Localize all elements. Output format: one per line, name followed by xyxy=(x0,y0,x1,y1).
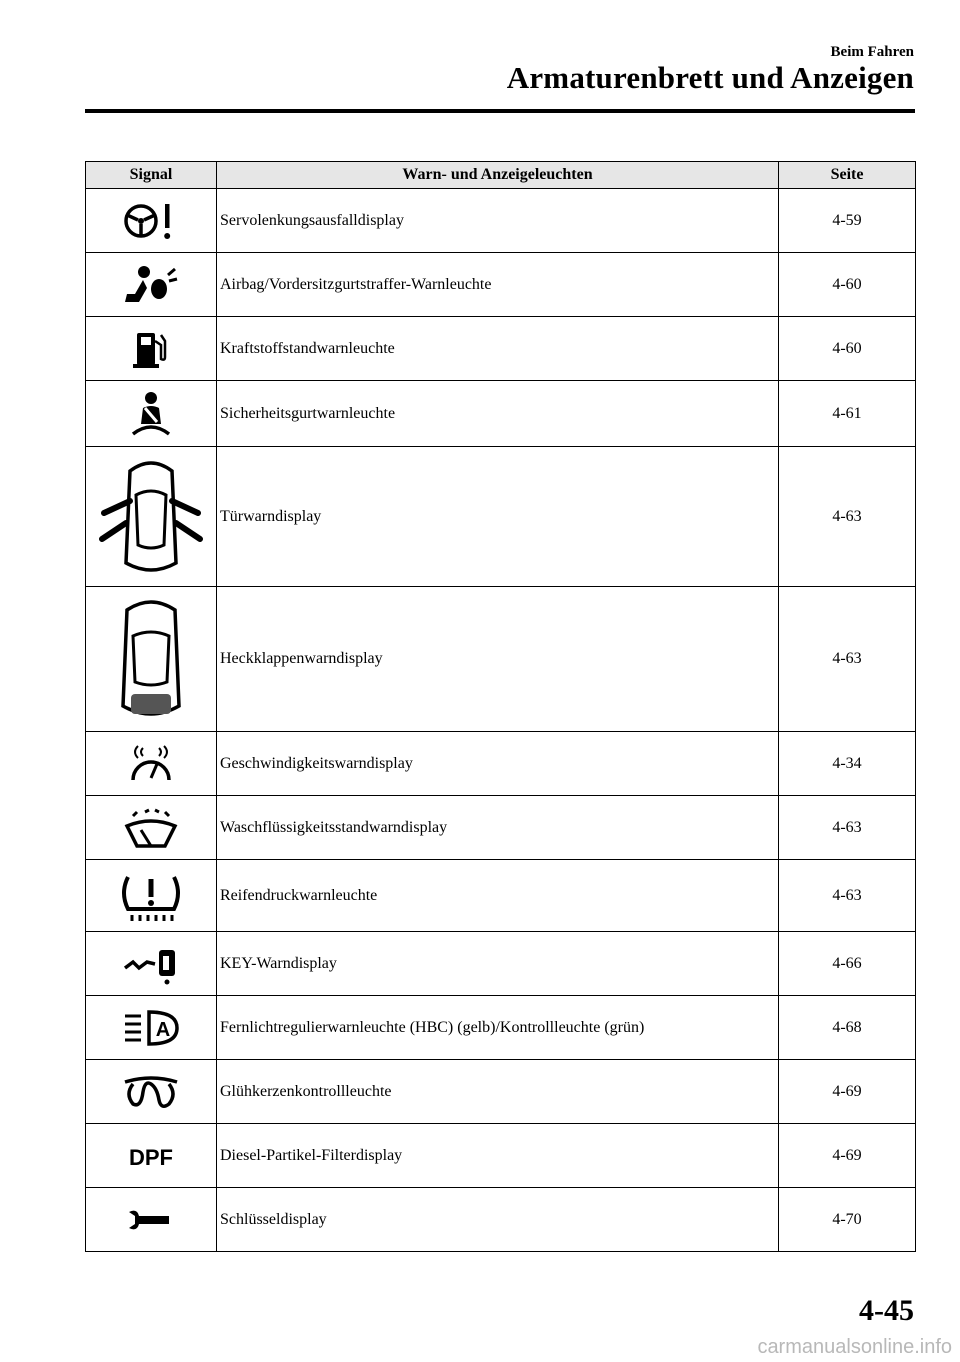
row-page: 4-60 xyxy=(779,253,916,317)
airbag-warning-icon xyxy=(119,263,183,307)
dpf-icon xyxy=(119,1134,183,1178)
page-number: 4-45 xyxy=(859,1294,914,1327)
glow-plug-icon xyxy=(119,1070,183,1114)
signal-cell xyxy=(86,253,217,317)
row-page: 4-68 xyxy=(779,996,916,1060)
high-beam-control-icon xyxy=(119,1006,183,1050)
signal-cell xyxy=(86,1188,217,1252)
key-warning-icon xyxy=(119,942,183,986)
seat-belt-icon xyxy=(119,390,183,438)
row-label: Fernlichtregulierwarnleuchte (HBC) (gelb)/Kontrollleuchte (grün) xyxy=(217,996,779,1060)
signal-cell xyxy=(86,1060,217,1124)
wrench-icon xyxy=(119,1198,183,1242)
row-page: 4-69 xyxy=(779,1124,916,1188)
row-page: 4-63 xyxy=(779,447,916,587)
footer-watermark: carmanualsonline.info xyxy=(757,1336,952,1358)
row-label: Airbag/Vordersitzgurtstraffer-Warnleuchte xyxy=(217,253,779,317)
table-row xyxy=(86,1060,916,1124)
column-header-signal: Signal xyxy=(86,162,217,189)
row-page: 4-59 xyxy=(779,189,916,253)
table-row xyxy=(86,996,916,1060)
row-page: 4-63 xyxy=(779,860,916,932)
row-page: 4-63 xyxy=(779,796,916,860)
table-row xyxy=(86,381,916,447)
signal-cell xyxy=(86,860,217,932)
row-label: Sicherheitsgurtwarnleuchte xyxy=(217,381,779,447)
table-row xyxy=(86,860,916,932)
row-label: Schlüsseldisplay xyxy=(217,1188,779,1252)
table-header-row xyxy=(86,162,916,189)
table-row xyxy=(86,732,916,796)
row-label: Geschwindigkeitswarndisplay xyxy=(217,732,779,796)
row-page: 4-61 xyxy=(779,381,916,447)
row-label: Reifendruckwarnleuchte xyxy=(217,860,779,932)
warning-lights-table xyxy=(85,161,916,1252)
table-row xyxy=(86,1124,916,1188)
page-title: Armaturenbrett und Anzeigen xyxy=(506,60,914,95)
speed-warning-icon xyxy=(119,742,183,786)
row-page: 4-69 xyxy=(779,1060,916,1124)
fuel-pump-icon xyxy=(119,327,183,371)
table-row xyxy=(86,253,916,317)
row-page: 4-70 xyxy=(779,1188,916,1252)
row-label: Türwarndisplay xyxy=(217,447,779,587)
row-label: Waschflüssigkeitsstandwarndisplay xyxy=(217,796,779,860)
signal-cell xyxy=(86,932,217,996)
table-row xyxy=(86,587,916,732)
row-page: 4-66 xyxy=(779,932,916,996)
door-open-car-icon xyxy=(96,453,206,581)
row-label: Servolenkungsausfalldisplay xyxy=(217,189,779,253)
signal-cell xyxy=(86,996,217,1060)
row-page: 4-60 xyxy=(779,317,916,381)
row-label: Heckklappenwarndisplay xyxy=(217,587,779,732)
power-steering-warning-icon xyxy=(119,199,183,243)
liftgate-open-car-icon xyxy=(111,594,191,724)
signal-cell xyxy=(86,447,217,587)
table-row xyxy=(86,932,916,996)
row-page: 4-63 xyxy=(779,587,916,732)
column-header-page: Seite xyxy=(779,162,916,189)
row-label: Kraftstoffstandwarnleuchte xyxy=(217,317,779,381)
high-beam-letter: A xyxy=(155,1018,171,1041)
dpf-label: DPF xyxy=(129,1144,173,1170)
section-title: Beim Fahren xyxy=(830,44,914,60)
signal-cell xyxy=(86,381,217,447)
signal-cell xyxy=(86,1124,217,1188)
signal-cell xyxy=(86,189,217,253)
signal-cell xyxy=(86,796,217,860)
column-header-description: Warn- und Anzeigeleuchten xyxy=(217,162,779,189)
tire-pressure-icon xyxy=(116,869,186,923)
signal-cell xyxy=(86,732,217,796)
table-row xyxy=(86,447,916,587)
table-row xyxy=(86,189,916,253)
header-rule xyxy=(85,109,915,113)
table-row xyxy=(86,796,916,860)
row-page: 4-34 xyxy=(779,732,916,796)
washer-fluid-icon xyxy=(119,806,183,850)
row-label: Diesel-Partikel-Filterdisplay xyxy=(217,1124,779,1188)
signal-cell xyxy=(86,317,217,381)
signal-cell xyxy=(86,587,217,732)
row-label: Glühkerzenkontrollleuchte xyxy=(217,1060,779,1124)
table-row xyxy=(86,317,916,381)
row-label: KEY-Warndisplay xyxy=(217,932,779,996)
table-row xyxy=(86,1188,916,1252)
